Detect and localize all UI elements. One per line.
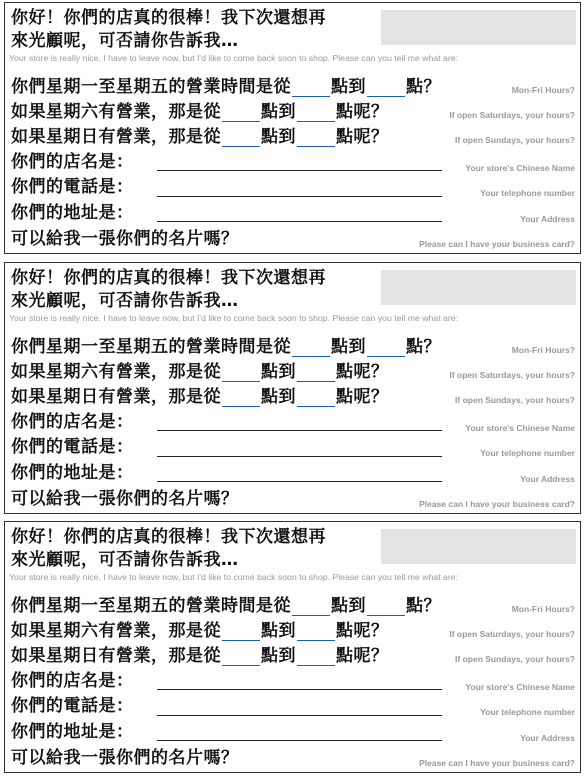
sunday-hours-question: 如果星期日有營業，那是從 點到 點呢？ <box>11 127 389 147</box>
sunday-from-blank[interactable] <box>222 649 260 666</box>
weekday-hours-question: 你們星期一至星期五的營業時間是從 點到 點？ <box>11 77 441 97</box>
greeting-line-2: 來光顧呢，可否請你告訴我… <box>11 550 239 570</box>
address-line[interactable] <box>157 740 442 741</box>
business-card-question: 可以給我一張你們的名片嗎？ <box>11 489 239 509</box>
address-english: Your Address <box>520 214 575 224</box>
weekday-from-blank[interactable] <box>292 340 330 357</box>
address-label: 你們的地址是： <box>11 722 134 742</box>
store-name-label: 你們的店名是： <box>11 412 134 432</box>
phone-english: Your telephone number <box>480 188 575 198</box>
weekday-hours-question: 你們星期一至星期五的營業時間是從 點到 點？ <box>11 596 441 616</box>
weekday-hours-english: Mon-Fri Hours? <box>511 604 575 614</box>
weekday-to-blank[interactable] <box>367 80 405 97</box>
greeting-line-2: 來光顧呢，可否請你告訴我… <box>11 31 239 51</box>
greeting-line-1: 你好！你們的店真的很棒！我下次還想再 <box>11 527 326 547</box>
store-name-label: 你們的店名是： <box>11 671 134 691</box>
greeting-line-2: 來光顧呢，可否請你告訴我… <box>11 291 239 311</box>
greeting-english: Your store is really nice. I have to leave now, but I'd like to come back soon to shop. Please can you tell me what are: <box>9 53 458 63</box>
sunday-to-blank[interactable] <box>297 390 335 407</box>
address-label: 你們的地址是： <box>11 203 134 223</box>
weekday-to-blank[interactable] <box>367 599 405 616</box>
gray-box <box>381 529 576 564</box>
weekday-from-blank[interactable] <box>292 80 330 97</box>
saturday-to-blank[interactable] <box>297 105 335 122</box>
saturday-from-blank[interactable] <box>222 105 260 122</box>
business-card-english: Please can I have your business card? <box>419 239 575 249</box>
greeting-line-1: 你好！你們的店真的很棒！我下次還想再 <box>11 268 326 288</box>
weekday-hours-english: Mon-Fri Hours? <box>511 345 575 355</box>
saturday-hours-question: 如果星期六有營業，那是從 點到 點呢？ <box>11 102 389 122</box>
sunday-hours-question: 如果星期日有營業，那是從 點到 點呢？ <box>11 646 389 666</box>
store-name-label: 你們的店名是： <box>11 152 134 172</box>
address-label: 你們的地址是： <box>11 463 134 483</box>
sunday-hours-question: 如果星期日有營業，那是從 點到 點呢？ <box>11 387 389 407</box>
store-info-card-1 <box>4 2 581 254</box>
saturday-hours-english: If open Saturdays, your hours? <box>449 110 575 120</box>
saturday-to-blank[interactable] <box>297 624 335 641</box>
store-info-card-2 <box>4 262 581 514</box>
business-card-question: 可以給我一張你們的名片嗎？ <box>11 748 239 768</box>
gray-box <box>381 10 576 45</box>
saturday-to-blank[interactable] <box>297 365 335 382</box>
business-card-english: Please can I have your business card? <box>419 499 575 509</box>
phone-label: 你們的電話是： <box>11 437 134 457</box>
business-card-english: Please can I have your business card? <box>419 758 575 768</box>
gray-box <box>381 270 576 305</box>
store-name-english: Your store's Chinese Name <box>465 163 575 173</box>
address-english: Your Address <box>520 474 575 484</box>
address-line[interactable] <box>157 221 442 222</box>
sunday-to-blank[interactable] <box>297 130 335 147</box>
store-info-card-3 <box>4 521 581 773</box>
saturday-hours-question: 如果星期六有營業，那是從 點到 點呢？ <box>11 621 389 641</box>
weekday-hours-question: 你們星期一至星期五的營業時間是從 點到 點？ <box>11 337 441 357</box>
saturday-from-blank[interactable] <box>222 624 260 641</box>
greeting-english: Your store is really nice. I have to leave now, but I'd like to come back soon to shop. Please can you tell me what are: <box>9 572 458 582</box>
sunday-hours-english: If open Sundays, your hours? <box>455 654 575 664</box>
store-name-line[interactable] <box>157 689 442 690</box>
phone-line[interactable] <box>157 715 442 716</box>
greeting-line-1: 你好！你們的店真的很棒！我下次還想再 <box>11 8 326 28</box>
saturday-hours-english: If open Saturdays, your hours? <box>449 629 575 639</box>
phone-english: Your telephone number <box>480 707 575 717</box>
sunday-hours-english: If open Sundays, your hours? <box>455 135 575 145</box>
sunday-to-blank[interactable] <box>297 649 335 666</box>
store-name-english: Your store's Chinese Name <box>465 423 575 433</box>
weekday-to-blank[interactable] <box>367 340 405 357</box>
phone-line[interactable] <box>157 456 442 457</box>
address-english: Your Address <box>520 733 575 743</box>
sunday-from-blank[interactable] <box>222 130 260 147</box>
address-line[interactable] <box>157 481 442 482</box>
saturday-from-blank[interactable] <box>222 365 260 382</box>
store-name-line[interactable] <box>157 430 442 431</box>
business-card-question: 可以給我一張你們的名片嗎？ <box>11 229 239 249</box>
sunday-hours-english: If open Sundays, your hours? <box>455 395 575 405</box>
saturday-hours-question: 如果星期六有營業，那是從 點到 點呢？ <box>11 362 389 382</box>
phone-label: 你們的電話是： <box>11 696 134 716</box>
greeting-english: Your store is really nice. I have to leave now, but I'd like to come back soon to shop. Please can you tell me what are: <box>9 313 458 323</box>
store-name-english: Your store's Chinese Name <box>465 682 575 692</box>
store-name-line[interactable] <box>157 170 442 171</box>
sunday-from-blank[interactable] <box>222 390 260 407</box>
weekday-from-blank[interactable] <box>292 599 330 616</box>
phone-english: Your telephone number <box>480 448 575 458</box>
weekday-hours-english: Mon-Fri Hours? <box>511 85 575 95</box>
saturday-hours-english: If open Saturdays, your hours? <box>449 370 575 380</box>
phone-label: 你們的電話是： <box>11 177 134 197</box>
phone-line[interactable] <box>157 196 442 197</box>
